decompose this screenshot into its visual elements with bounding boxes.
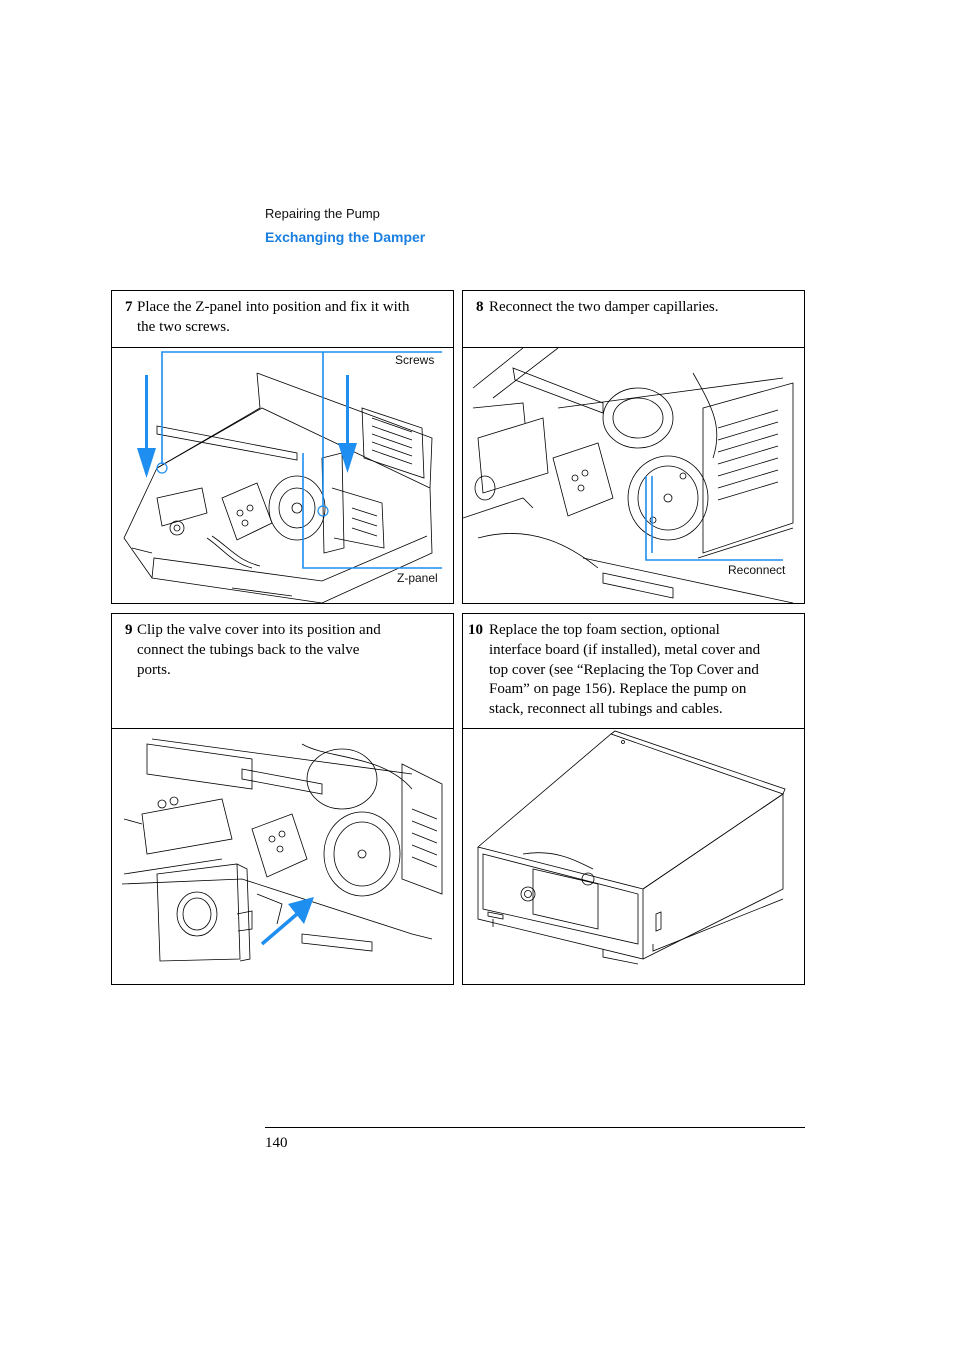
down-arrow-icon: [137, 375, 156, 478]
step-text-line: connect the tubings back to the valve: [137, 642, 360, 658]
step-text-line: interface board (if installed), metal cover and: [489, 642, 761, 658]
step-7-text-cell: [111, 290, 454, 348]
step-text-line: Clip the valve cover into its position and: [137, 622, 381, 638]
step-9-text-cell: [111, 613, 454, 729]
down-arrow-icon: [338, 375, 357, 473]
step-7-figure-cell: [111, 347, 454, 604]
step-text-line: the two screws.: [137, 319, 230, 335]
step-text-line: stack, reconnect all tubings and cables.: [489, 701, 723, 717]
valve-cover-illustration: [112, 729, 453, 984]
step-9-figure-cell: [111, 728, 454, 985]
step-8-figure-cell: [462, 347, 805, 604]
step-number: 8: [476, 299, 484, 315]
step-text-line: ports.: [137, 662, 171, 678]
step-10-text-cell: [462, 613, 805, 729]
footer-rule: [265, 1127, 805, 1128]
z-panel-illustration: [112, 348, 453, 603]
step-text-line: Reconnect the two damper capillaries.: [489, 299, 719, 315]
step-8-text-cell: [462, 290, 805, 348]
step-number: 7: [125, 299, 133, 315]
assembled-pump-illustration: [463, 729, 804, 984]
step-10-figure-cell: [462, 728, 805, 985]
diagonal-arrow-icon: [262, 897, 314, 944]
z-panel-callout: Z-panel: [397, 571, 438, 585]
step-text-line: Replace the top foam section, optional: [489, 622, 720, 638]
page-number: 140: [265, 1135, 288, 1151]
step-text-line: Place the Z-panel into position and fix it with: [137, 299, 410, 315]
step-text-line: Foam” on page 156). Replace the pump on: [489, 681, 747, 697]
step-number: 9: [125, 622, 133, 638]
screws-callout: Screws: [395, 353, 435, 367]
section-header: Repairing the Pump: [265, 206, 380, 221]
step-text-line: top cover (see “Replacing the Top Cover and: [489, 662, 759, 678]
step-number: 10: [468, 622, 483, 638]
page-title: Exchanging the Damper: [265, 229, 426, 245]
reconnect-callout: Reconnect: [728, 563, 786, 577]
